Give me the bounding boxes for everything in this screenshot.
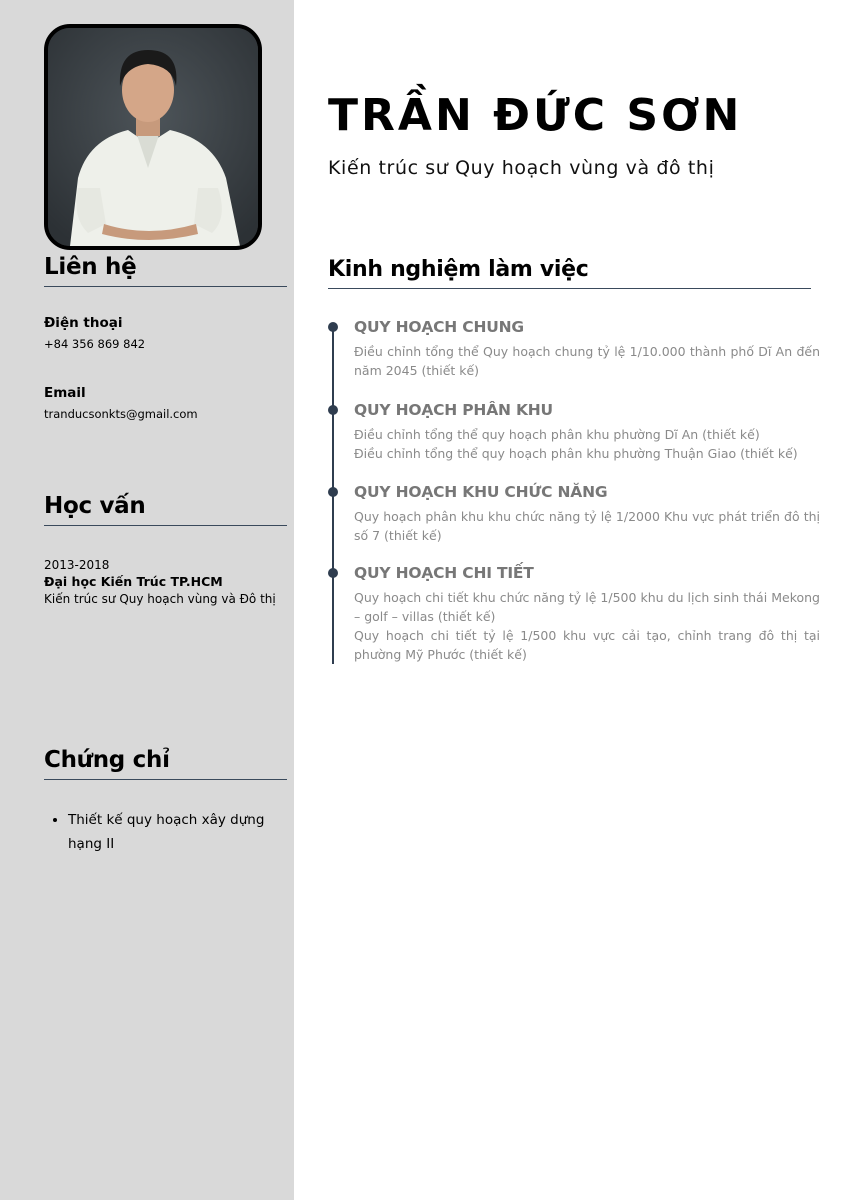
experience-description: Quy hoạch phân khu khu chức năng tỷ lệ 1/2000 Khu vực phát triển đô thị số 7 (thiết kế) xyxy=(354,509,820,543)
candidate-name: TRẦN ĐỨC SƠN xyxy=(328,90,743,141)
education-degree: Kiến trúc sư Quy hoạch vùng và Đô thị xyxy=(44,592,276,606)
education-heading: Học vấn xyxy=(44,493,287,526)
job-title: Kiến trúc sư Quy hoạch vùng và đô thị xyxy=(328,157,715,179)
experience-description: Quy hoạch chi tiết khu chức năng tỷ lệ 1/500 khu du lịch sinh thái Mekong – golf – villas (thiết kế) xyxy=(354,590,820,624)
experience-description: Điều chỉnh tổng thể quy hoạch phân khu phường Thuận Giao (thiết kế) xyxy=(354,446,798,461)
experience-heading: Kinh nghiệm làm việc xyxy=(328,257,811,289)
certificates-list xyxy=(44,808,268,856)
contact-section xyxy=(44,254,287,421)
experience-title: QUY HOẠCH PHÂN KHU xyxy=(354,401,553,419)
experience-description: Điều chỉnh tổng thể quy hoạch phân khu phường Dĩ An (thiết kế) xyxy=(354,427,760,442)
timeline-dot xyxy=(328,487,338,497)
education-school: Đại học Kiến Trúc TP.HCM xyxy=(44,574,223,589)
experience-title: QUY HOẠCH KHU CHỨC NĂNG xyxy=(354,483,608,501)
experience-description: Quy hoạch chi tiết tỷ lệ 1/500 khu vực cải tạo, chỉnh trang đô thị tại phường Mỹ Phước (thiết kế) xyxy=(354,628,820,662)
certificates-section xyxy=(44,747,287,856)
experience-description: Điều chỉnh tổng thể Quy hoạch chung tỷ lệ 1/10.000 thành phố Dĩ An đến năm 2045 (thiết kế) xyxy=(354,344,820,378)
education-years: 2013-2018 xyxy=(44,558,110,572)
experience-item xyxy=(354,401,820,463)
education-section xyxy=(44,493,287,606)
experience-item xyxy=(354,318,820,380)
experience-item xyxy=(354,564,820,664)
phone-value: +84 356 869 842 xyxy=(44,337,146,351)
certificate-item: • Thiết kế quy hoạch xây dựng hạng II xyxy=(68,808,268,856)
certificates-heading: Chứng chỉ xyxy=(44,747,287,780)
timeline-dot xyxy=(328,568,338,578)
email-value: tranducsonkts@gmail.com xyxy=(44,407,198,421)
experience-title: QUY HOẠCH CHUNG xyxy=(354,318,524,336)
contact-heading: Liên hệ xyxy=(44,254,287,287)
experience-item xyxy=(354,483,820,545)
phone-label: Điện thoại xyxy=(44,315,123,331)
experience-title: QUY HOẠCH CHI TIẾT xyxy=(354,564,534,582)
timeline-dot xyxy=(328,322,338,332)
profile-photo xyxy=(44,24,262,250)
email-label: Email xyxy=(44,385,86,401)
timeline-dot xyxy=(328,405,338,415)
